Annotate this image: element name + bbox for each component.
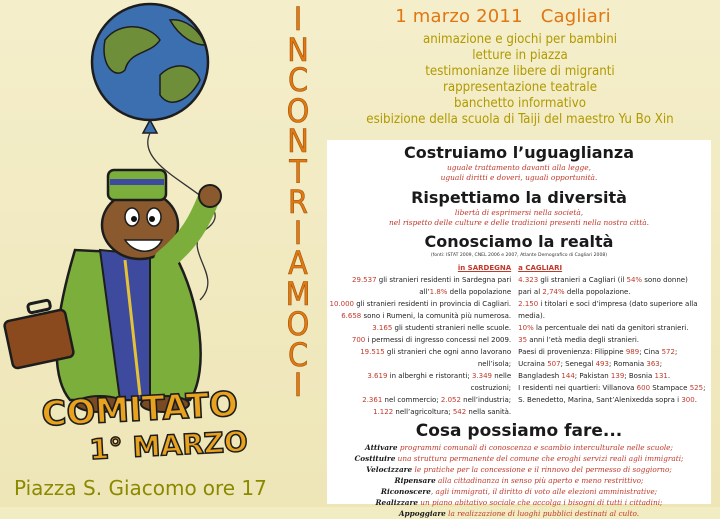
- action-verb: Realizzare: [375, 498, 418, 507]
- event-place: Piazza S. Giacomo: [14, 476, 197, 500]
- stats-table: [327, 274, 711, 418]
- stat-number: 3.349: [471, 372, 492, 380]
- vtitle-letter: N: [287, 30, 309, 69]
- col-head-cagliari: a CAGLIARI: [518, 264, 563, 272]
- stat-row-cagliari: [518, 298, 711, 322]
- event-time: ore 17: [202, 476, 267, 500]
- action-text: la realizzazione di luoghi pubblici destinati al culto.: [445, 509, 640, 518]
- info-box: [327, 140, 711, 518]
- activity-item: letture in piazza: [472, 48, 568, 63]
- action-item: [327, 508, 711, 519]
- stats-sardegna: [327, 274, 515, 418]
- stat-number: 600: [636, 384, 651, 392]
- section-diversity-line: libertà di esprimersi nella società,: [454, 208, 584, 217]
- stat-text: .: [694, 396, 697, 404]
- section-reality-title: Conosciamo la realtà: [424, 232, 614, 251]
- action-item: [327, 453, 711, 464]
- stat-number: 35: [518, 336, 528, 344]
- stat-text: della popolazione.: [564, 288, 631, 296]
- section-equality-title: Costruiamo l’uguaglianza: [403, 143, 634, 162]
- activity-item: testimonianze libere di migranti: [425, 64, 615, 79]
- vtitle-letter: N: [287, 122, 309, 160]
- stat-text: ;: [674, 348, 678, 356]
- comitato-logo: [41, 384, 249, 469]
- stat-text: nel commercio;: [382, 396, 441, 404]
- logo-line2: 1° MARZO: [88, 424, 249, 467]
- vtitle-letter: R: [288, 183, 308, 221]
- stat-number: 2,74%: [542, 288, 565, 296]
- stat-text: ; Bosnia: [624, 372, 655, 380]
- stat-text: gli stranieri residenti in Sardegna pari: [376, 276, 512, 284]
- col-head-sardegna: in SARDEGNA: [457, 264, 512, 272]
- stat-row-cagliari: [518, 394, 711, 406]
- action-text: alla cittadinanza in senso più aperto e meno restrittivo;: [435, 476, 644, 485]
- stat-number: 525: [689, 384, 704, 392]
- stat-number: 2.052: [440, 396, 461, 404]
- stat-row-sardegna: [327, 286, 511, 298]
- event-date: 1 marzo 2011: [395, 6, 523, 27]
- vtitle-letter: C: [287, 61, 309, 99]
- stat-row-sardegna: [327, 346, 511, 370]
- stat-row-sardegna: [327, 310, 511, 322]
- action-item: [327, 464, 711, 475]
- vtitle-letter: T: [289, 152, 307, 191]
- stat-row-cagliari: [518, 370, 711, 382]
- stat-row-cagliari: [518, 358, 711, 370]
- event-date-line: [286, 6, 720, 27]
- vtitle-letter: O: [286, 305, 310, 343]
- stat-text: in alberghi e ristoranti;: [387, 372, 472, 380]
- stat-number: 3.619: [367, 372, 388, 380]
- stat-text: pari al: [518, 288, 543, 296]
- stat-number: 572: [661, 348, 675, 356]
- stat-text: nell’agricoltura;: [393, 408, 453, 416]
- activity-item: banchetto informativo: [454, 96, 586, 111]
- stat-number: 3.165: [372, 324, 393, 332]
- stat-text: Stampace: [650, 384, 690, 392]
- action-item: [327, 475, 711, 486]
- action-verb: Riconoscere: [380, 487, 431, 496]
- stat-text: anni l’età media degli stranieri.: [527, 336, 640, 344]
- stat-number: 10%: [518, 324, 534, 332]
- action-item: [327, 442, 711, 453]
- character-figure: [4, 170, 221, 412]
- action-text: le pratiche per la concessione e il rinnovo del permesso di soggiorno;: [412, 465, 672, 474]
- stat-text: nelle costruzioni;: [470, 372, 512, 392]
- stat-number: 700: [351, 336, 366, 344]
- action-text: una struttura permanente del comune che eroghi servizi reali agli immigrati;: [395, 454, 684, 463]
- stat-text: ; Pakistan: [574, 372, 611, 380]
- stat-text: Paesi di provenienza: Filippine: [518, 348, 626, 356]
- stat-number: 300: [681, 396, 695, 404]
- stat-number: 131: [654, 372, 668, 380]
- vertical-title: [285, 0, 311, 404]
- section-diversity-line: nel rispetto delle culture e delle tradizioni presenti nella nostra città.: [389, 218, 649, 227]
- stat-text: Bangladesh: [518, 372, 562, 380]
- stat-row-sardegna: [327, 274, 511, 286]
- stat-row-cagliari: [518, 322, 711, 334]
- stat-text: all’: [419, 288, 430, 296]
- stat-number: 507: [547, 360, 561, 368]
- stat-text: gli stranieri residenti in provincia di Cagliari.: [354, 300, 512, 308]
- stat-row-sardegna: [327, 370, 511, 394]
- event-header: [320, 6, 720, 128]
- section-equality-line: uguale trattamento davanti alla legge,: [447, 163, 591, 172]
- section-actions-title: Cosa possiamo fare...: [415, 421, 623, 441]
- stat-text: nell’industria;: [460, 396, 512, 404]
- stat-row-sardegna: [327, 334, 511, 346]
- stat-number: 363: [646, 360, 660, 368]
- vtitle-letter: A: [288, 244, 308, 282]
- section-diversity-title: Rispettiamo la diversità: [411, 188, 627, 207]
- stat-text: la percentuale dei nati da genitori stranieri.: [533, 324, 689, 332]
- action-text: programmi comunali di conoscenza e scambio interculturale nelle scuole;: [397, 443, 673, 452]
- vtitle-letter: I: [293, 0, 303, 38]
- stat-row-cagliari: [518, 346, 711, 358]
- actions-list: [327, 442, 711, 519]
- stat-row-cagliari: [518, 382, 711, 394]
- stat-text: ;: [703, 384, 706, 392]
- stat-row-sardegna: [327, 298, 511, 310]
- stat-number: 989: [625, 348, 640, 356]
- action-verb: Velocizzare: [366, 465, 413, 474]
- stat-text: S. Benedetto, Marina, Sant’Alenixedda sopra i: [518, 396, 682, 404]
- stat-row-sardegna: [327, 394, 511, 406]
- vtitle-letter: O: [286, 91, 310, 130]
- action-verb: Ripensare: [394, 476, 436, 485]
- event-city: Cagliari: [540, 6, 611, 27]
- activity-item: esibizione della scuola di Taiji del maestro Yu Bo Xin: [366, 112, 674, 127]
- action-item: [327, 486, 711, 497]
- stat-row-cagliari: [518, 334, 711, 346]
- stat-text: i titolari e soci d’impresa (dato superiore alla media).: [518, 300, 698, 320]
- stat-number: 1.8%: [429, 288, 448, 296]
- sources-note: (fonti: ISTAT 2009, CNEL 2006 e 2007, Atlante Demografico di Cagliari 2008): [430, 253, 608, 258]
- stat-number: 2.361: [362, 396, 383, 404]
- stats-column-headers: [327, 259, 711, 274]
- stat-text: sono donne): [642, 276, 688, 284]
- vtitle-letter: C: [287, 335, 309, 374]
- logo-line1: COMITATO: [40, 384, 240, 435]
- stat-number: 54%: [626, 276, 643, 284]
- stat-text: gli stranieri a Cagliari (il: [538, 276, 627, 284]
- event-place-line: [14, 476, 267, 500]
- stat-text: gli studenti stranieri nelle scuole.: [392, 324, 512, 332]
- stat-text: sono i Rumeni, la comunità più numerosa.: [361, 312, 512, 320]
- stat-number: 139: [610, 372, 625, 380]
- action-verb: Attivare: [365, 443, 398, 452]
- stat-text: i permessi di ingresso concessi nel 2009.: [365, 336, 512, 344]
- stat-text: I residenti nei quartieri: Villanova: [518, 384, 637, 392]
- stat-number: 2.150: [518, 300, 539, 308]
- stat-text: ;: [659, 360, 663, 368]
- globe-balloon-character-illustration: [0, 0, 310, 470]
- stat-text: ; Cina: [639, 348, 662, 356]
- stat-text: gli stranieri che ogni anno lavorano nell’isola;: [384, 348, 512, 368]
- activity-item: rappresentazione teatrale: [442, 80, 597, 95]
- action-item: [327, 497, 711, 508]
- stat-number: 19.515: [360, 348, 385, 356]
- activity-item: animazione e giochi per bambini: [422, 32, 618, 47]
- stat-number: 542: [452, 408, 467, 416]
- stat-text: Ucraina: [518, 360, 548, 368]
- action-text: un piano abitativo sociale che accolga i bisogni di tutti i cittadini;: [417, 498, 663, 507]
- vtitle-letter: I: [293, 366, 303, 404]
- stat-row-sardegna: [327, 322, 511, 334]
- activities-list: [320, 32, 720, 128]
- action-verb: Appoggiare: [398, 509, 446, 518]
- stat-row-cagliari: [518, 274, 711, 286]
- stat-number: 6.658: [341, 312, 362, 320]
- stat-row-cagliari: [518, 286, 711, 298]
- stat-number: 10.000: [329, 300, 354, 308]
- vtitle-letter: I: [293, 213, 303, 252]
- section-equality-line: uguali diritti e doveri, uguali opportunità.: [440, 173, 598, 182]
- stat-text: ; Senegal: [560, 360, 596, 368]
- stat-text: .: [667, 372, 671, 380]
- stats-cagliari: [515, 274, 711, 418]
- stat-number: 493: [595, 360, 609, 368]
- stat-text: nella sanità.: [466, 408, 512, 416]
- stat-text: della popolazione: [447, 288, 512, 296]
- stat-number: 4.323: [518, 276, 539, 284]
- action-text: , agli immigrati, il diritto di voto alle elezioni amministrative;: [430, 487, 658, 496]
- vtitle-letter: M: [285, 274, 311, 313]
- stat-text: ; Romania: [608, 360, 647, 368]
- stat-number: 1.122: [373, 408, 394, 416]
- action-verb: Costituire: [354, 454, 396, 463]
- stat-number: 29.537: [352, 276, 377, 284]
- stat-row-sardegna: [327, 406, 511, 418]
- stat-number: 144: [561, 372, 575, 380]
